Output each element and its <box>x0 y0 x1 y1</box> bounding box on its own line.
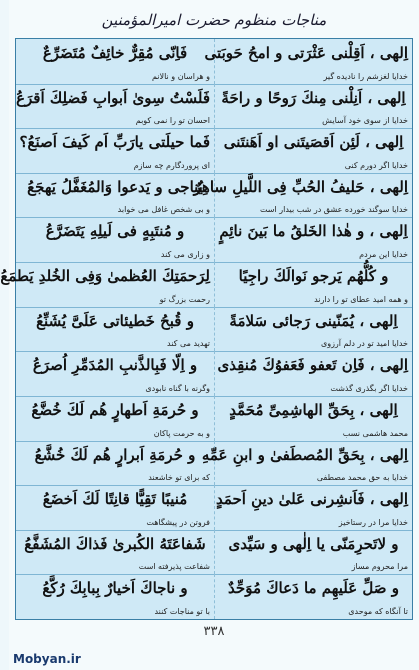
persian-translation: با تو مناجات کنند <box>154 606 210 616</box>
persian-translation: خدایا امید تو در دلم آرزوى <box>320 339 408 349</box>
persian-translation: احسان تو را نمى کوبم <box>135 116 210 126</box>
hemistich-left <box>16 530 214 575</box>
hemistich-left <box>16 485 214 530</box>
verse-row <box>16 84 412 130</box>
hemistich-left <box>16 441 214 486</box>
hemistich-right <box>214 128 412 173</box>
hemistich-right <box>193 173 412 218</box>
arabic-verse: و مُنتَبِهٍ فى لَيلِهِ يَتَضَرَّعُ <box>45 222 185 241</box>
persian-translation: فروتن در پیشگاهت <box>146 517 210 527</box>
verse-row <box>16 128 412 174</box>
verse-row <box>16 441 412 487</box>
arabic-verse: و لاتَحرِمَنّى يا اِلٰهى و سَيِّدى <box>228 534 399 553</box>
persian-translation: و همه امید عطاى تو را دارند <box>314 294 408 304</box>
arabic-verse: و حُرمَةِ اَطهارٍ هُم لَكَ خُضَّعُ <box>31 400 199 419</box>
verse-row <box>16 396 412 442</box>
hemistich-left <box>16 39 214 84</box>
persian-translation: تهدید مى کند <box>167 339 210 349</box>
persian-translation: مرا محروم مساز <box>351 562 408 572</box>
site-watermark: Mobyan.ir <box>13 652 81 666</box>
arabic-verse: و حُرمَةِ اَبرارٍ هُم لَكَ خُشَّعُ <box>34 445 196 464</box>
persian-translation: محمد هاشمى نسب <box>342 428 408 438</box>
hemistich-right <box>214 217 412 262</box>
hemistich-right <box>214 351 412 396</box>
arabic-verse: اِلهى ، حَليفُ الحُبِّ فِى اللَّيلِ ساهِرٌ <box>193 177 408 196</box>
arabic-verse: فَما حيلَتى يارَبِّ اَم كَيفَ اَصنَعُ؟ <box>19 133 210 152</box>
hemistich-right <box>214 485 412 530</box>
hemistich-left <box>16 351 214 396</box>
hemistich-right <box>204 39 412 84</box>
hemistich-left <box>16 574 214 619</box>
persian-translation: خدایا به حق محمد مصطفى <box>316 473 408 483</box>
persian-translation: رحمت بزرگ تو <box>159 294 210 304</box>
hemistich-right <box>214 262 412 307</box>
verse-row <box>16 173 412 219</box>
hemistich-right <box>214 396 412 441</box>
persian-translation: خدایا از سوى خود آسایش <box>322 116 408 126</box>
arabic-verse: اِلهى ، اَنِلْنى مِنكَ رَوحًا و راحَةً <box>221 88 406 107</box>
verse-row <box>16 485 412 531</box>
verse-row <box>16 217 412 263</box>
hemistich-right <box>214 84 412 129</box>
page-title: مناجات منظوم حضرت امیرالمؤمنین <box>101 11 327 29</box>
persian-translation: اى پروردگارم چه سازم <box>133 160 210 170</box>
persian-translation: وگرنه با گناه نابودى <box>145 383 210 393</box>
arabic-verse: و صَلِّ عَلَيهِم ما دَعاكَ مُوَحِّدٌ <box>228 579 399 598</box>
arabic-verse: اِلهى ، فَاِن تَعفو فَعَفوُكَ مُنقِذى <box>217 356 408 375</box>
persian-translation: خدایا لغزشم را نادیده گیر <box>323 71 408 81</box>
arabic-verse: فَلَسْتُ سِوىٰ اَبوابِ فَضلِكَ اَقرَعُ <box>16 88 210 107</box>
arabic-verse: فَاِنّى مُقِرٌّ خائِفٌ مُتَضَرِّعٌ <box>42 44 188 62</box>
verse-row <box>0 262 412 308</box>
hemistich-right <box>214 574 412 619</box>
hemistich-right <box>214 307 412 352</box>
persian-translation: خدایا مرا در رستاخیز <box>338 517 408 527</box>
persian-translation: و زارى مى کند <box>160 250 210 260</box>
persian-translation: تا آنگاه که موحدى <box>348 606 408 616</box>
poem-frame <box>0 38 413 620</box>
arabic-verse: لِرَحمَتِكَ العُظمىٰ وَفِى الخُلدِ يَطمَعُ <box>0 267 210 286</box>
persian-translation: شفاعت پذیرفته است <box>138 562 210 572</box>
arabic-verse: اِلهى ، اَقِلْنى عَثْرَتى و امحُ حَوبَتى <box>204 44 408 62</box>
arabic-verse: اِلهى ، و هٰذا الخَلقُ ما بَينَ نائِمٍ <box>219 222 408 241</box>
verse-row <box>16 351 412 397</box>
arabic-verse: اِلهى ، بِحَقِّ الهاشِمِىِّ مُحَمَّدٍ <box>229 400 398 419</box>
arabic-verse: اِلهى ، يُمَنّينى رَجائى سَلامَةً <box>229 311 398 330</box>
arabic-verse: و ناجاكَ اَخيارٌ بِبابِكَ رُكَّعُ <box>42 579 188 598</box>
hemistich-left <box>0 262 214 307</box>
page-number: ۳۳۸ <box>203 624 225 639</box>
verse-row <box>16 307 412 353</box>
persian-translation: خدایا اگر دورم کنى <box>344 160 408 170</box>
hemistich-left <box>16 396 214 441</box>
persian-translation: و به حرمت پاکان <box>153 428 210 438</box>
hemistich-right <box>214 530 412 575</box>
hemistich-left <box>16 307 214 352</box>
hemistich-left <box>16 84 214 129</box>
persian-translation: خدایا اگر بگذرى گذشت <box>330 383 408 393</box>
persian-translation: و هراسان و نالانم <box>151 71 210 81</box>
arabic-verse: اِلهى ، بِحَقِّ المُصطَفىٰ و ابنِ عَمِّهِ <box>201 445 408 464</box>
persian-translation: که براى تو خاشعند <box>148 473 210 483</box>
arabic-verse: اِلهى ، لَئِن اَقصَيتَنى او اَهَنتَنى <box>223 133 404 152</box>
arabic-verse: و قُبحُ خَطيئاتى عَلَىَّ يُشَنِّعُ <box>36 311 194 330</box>
arabic-verse: اِلهى ، فَاَنشِرنى عَلىٰ دينِ اَحمَدٍ <box>215 490 408 509</box>
arabic-verse: مُنيبًا تَقِيًّا قانِتًا لَكَ اَخضَعُ <box>42 490 188 509</box>
hemistich-right <box>201 441 412 486</box>
verse-row <box>16 574 412 619</box>
arabic-verse: و كُلُّهُم يَرجو نَوالَكَ راجِيًا <box>238 267 389 286</box>
hemistich-left <box>16 128 214 173</box>
persian-translation: خدایا سوگند خورده عشق در شب بیدار است <box>259 205 408 215</box>
persian-translation: خدایا این مردم <box>359 250 408 260</box>
hemistich-left <box>16 173 214 218</box>
arabic-verse: شَفاعَتَهُ الكُبرىٰ فَذاكَ المُشَفَّعُ <box>24 534 206 553</box>
arabic-verse: يُناجى و يَدعوا وَالمُغَفَّلُ يَهجَعُ <box>27 177 203 196</box>
verse-row <box>16 530 412 576</box>
arabic-verse: و اِلّا فَبِالذَّنبِ المُدَمِّرِ اُصرَعُ <box>32 356 198 375</box>
hemistich-left <box>16 217 214 262</box>
verse-row <box>16 39 412 85</box>
persian-translation: و بى شخص غافل مى خوابد <box>117 205 210 215</box>
